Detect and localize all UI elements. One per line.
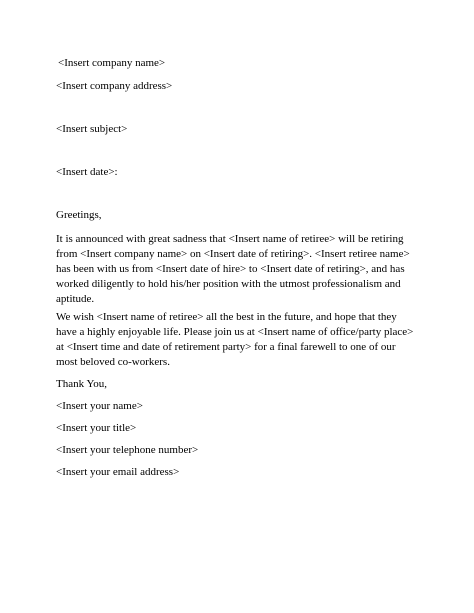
paragraph-line: at <Insert time and date of retirement party> for a final farewell to one of our xyxy=(56,341,396,353)
closing: Thank You, xyxy=(56,378,108,390)
subject: <Insert subject> xyxy=(56,123,128,135)
sender-phone: <Insert your telephone number> xyxy=(56,444,199,456)
paragraph-line: It is announced with great sadness that <Insert name of retiree> will be retiring xyxy=(56,233,404,245)
greeting: Greetings, xyxy=(56,209,102,221)
paragraph-line: has been with us from <Insert date of hire> to <Insert date of retiring>, and has xyxy=(56,263,405,275)
company-address: <Insert company address> xyxy=(56,80,173,92)
paragraph-line: We wish <Insert name of retiree> all the best in the future, and hope that they xyxy=(56,311,397,323)
paragraph-line: have a highly enjoyable life. Please join us at <Insert name of office/party place> xyxy=(56,326,414,338)
body-paragraph-1 xyxy=(56,232,426,307)
date: <Insert date>: xyxy=(56,166,118,178)
paragraph-line: most beloved co-workers. xyxy=(56,356,170,368)
sender-name: <Insert your name> xyxy=(56,400,143,412)
paragraph-line: from <Insert company name> on <Insert date of retiring>. <Insert retiree name> xyxy=(56,248,410,260)
sender-title: <Insert your title> xyxy=(56,422,137,434)
body-paragraph-2 xyxy=(56,310,426,370)
sender-email: <Insert your email address> xyxy=(56,466,180,478)
company-name: <Insert company name> xyxy=(58,57,166,69)
paragraph-line: worked diligently to hold his/her position with the utmost professionalism and xyxy=(56,278,401,290)
paragraph-line: aptitude. xyxy=(56,293,95,305)
